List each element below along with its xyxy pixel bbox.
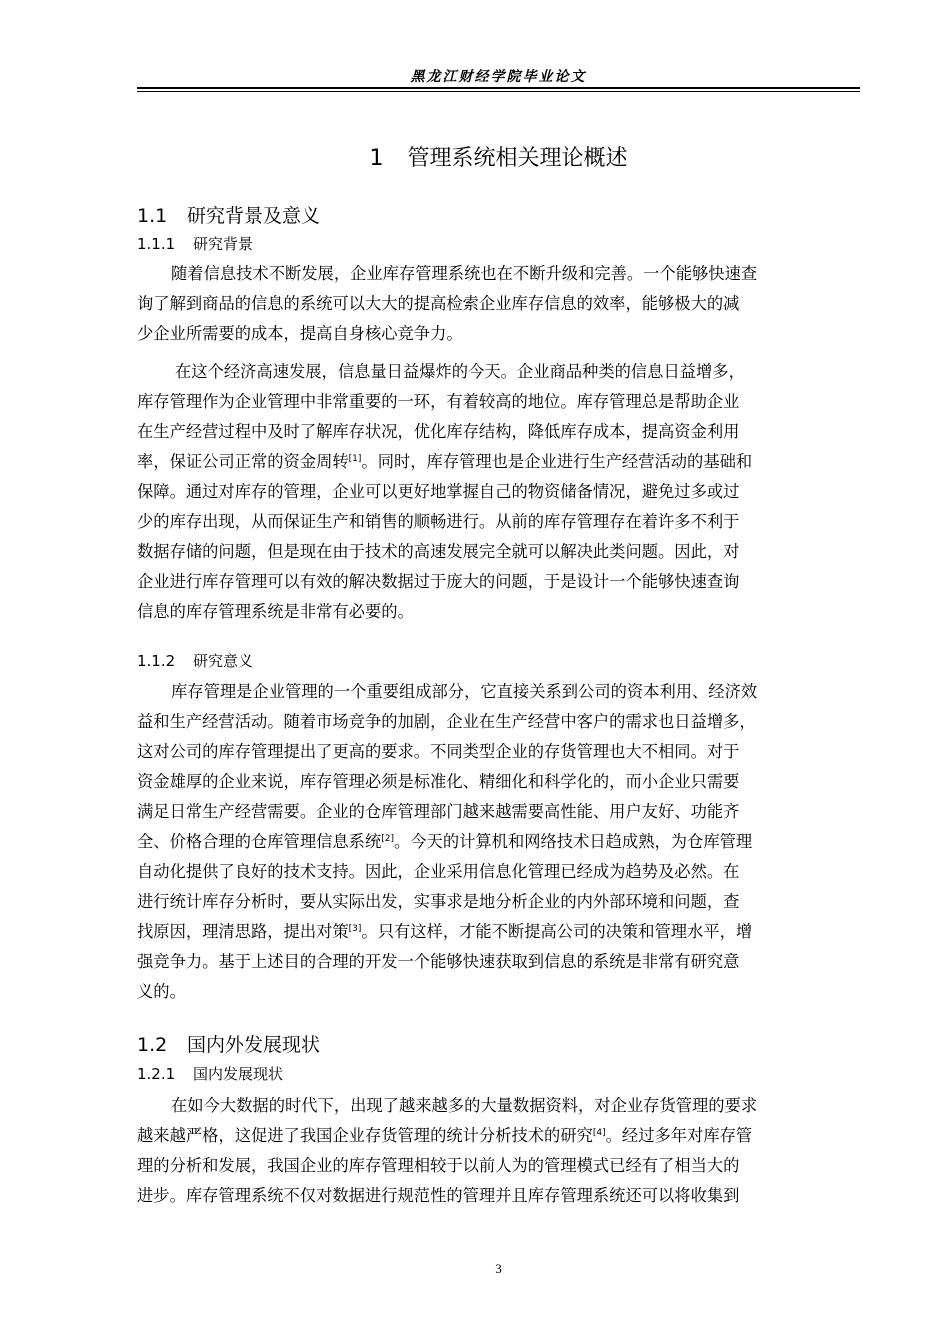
citation-ref-2: [2] (381, 834, 394, 844)
text-segment: 。只有这样，才能不断提高公司的决策和管理水平，增 (361, 922, 753, 941)
chapter-title (137, 141, 860, 172)
text-line: 库存管理作为企业管理中非常重要的一环，有着较高的地位。库存管理总是帮助企业 (137, 392, 740, 411)
section-number: 1.1.1 (137, 235, 176, 253)
text-line: 少的库存出现，从而保证生产和销售的顺畅进行。从前的库存管理存在着许多不利于 (137, 512, 740, 531)
page-number: 3 (495, 1261, 502, 1276)
text-line: 强竞争力。基于上述目的合理的开发一个能够快速获取到信息的系统是非常有研究意 (137, 952, 740, 971)
citation-ref-3: [3] (348, 924, 362, 934)
section-heading-1-1 (137, 201, 320, 228)
text-line: 库存管理是企业管理的一个重要组成部分，它直接关系到公司的资本利用、经济效 (171, 682, 758, 701)
section-number: 1.1.2 (137, 652, 176, 670)
section-title: 研究背景及意义 (187, 205, 321, 227)
text-line (137, 1121, 860, 1151)
text-line: 理的分析和发展，我国企业的库存管理相较于以前人为的管理模式已经有了相当大的 (137, 1156, 740, 1175)
paragraph-research-significance (137, 677, 860, 1007)
text-line: 信息的库存管理系统是非常有必要的。 (137, 602, 414, 621)
text-segment: 。经过多年对库存管 (605, 1126, 753, 1145)
header-rule-thin (137, 91, 860, 92)
text-segment: 。今天的计算机和网络技术日趋成熟，为仓库管理 (393, 832, 753, 851)
running-header: 黑龙江财经学院毕业论文 (410, 69, 587, 85)
text-line: 数据存储的问题，但是现在由于技术的高速发展完全就可以解决此类问题。因此，对 (137, 542, 740, 561)
section-number: 1.2.1 (137, 1065, 176, 1083)
text-line: 进步。库存管理系统不仅对数据进行规范性的管理并且库存管理系统还可以将收集到 (137, 1186, 740, 1205)
paragraph-research-background-2 (137, 357, 860, 627)
text-line: 随着信息技术不断发展，企业库存管理系统也在不断升级和完善。一个能够快速查 (171, 264, 758, 283)
citation-ref-1: [1] (348, 454, 362, 464)
section-heading-1-2-1 (137, 1063, 283, 1084)
text-segment: 率，保证公司正常的资金周转 (137, 452, 349, 471)
text-line: 资金雄厚的企业来说，库存管理必须是标准化、精细化和科学化的，而小企业只需要 (137, 772, 740, 791)
text-segment: 。同时，库存管理也是企业进行生产经营活动的基础和 (361, 452, 753, 471)
text-line: 在这个经济高速发展，信息量日益爆炸的今天。企业商品种类的信息日益增多， (175, 362, 745, 381)
section-title: 研究意义 (193, 652, 254, 670)
text-line: 少企业所需要的成本，提高自身核心竞争力。 (137, 324, 463, 343)
paragraph-research-background-1 (137, 259, 860, 349)
text-line: 进行统计库存分析时，要从实际出发，实事求是地分析企业的内外部环境和问题，查 (137, 892, 740, 911)
section-number: 1.2 (137, 1034, 168, 1056)
text-line: 在如今大数据的时代下，出现了越来越多的大量数据资料，对企业存货管理的要求 (171, 1096, 758, 1115)
citation-ref-4: [4] (592, 1128, 606, 1138)
section-heading-1-1-1 (137, 233, 253, 254)
text-line (137, 827, 860, 857)
text-line: 满足日常生产经营需要。企业的仓库管理部门越来越需要高性能、用户友好、功能齐 (137, 802, 740, 821)
text-line (137, 447, 860, 477)
text-line: 义的。 (137, 982, 186, 1001)
text-segment: 全、价格合理的仓库管理信息系统 (137, 832, 382, 851)
text-line: 企业进行库存管理可以有效的解决数据过于庞大的问题，于是设计一个能够快速查询 (137, 572, 740, 591)
text-line: 询了解到商品的信息的系统可以大大的提高检索企业库存信息的效率，能够极大的减 (137, 294, 740, 313)
chapter-title-text: 管理系统相关理论概述 (407, 146, 628, 171)
text-segment: 越来越严格，这促进了我国企业存货管理的统计分析技术的研究 (137, 1126, 593, 1145)
chapter-number: 1 (369, 146, 384, 171)
section-title: 研究背景 (193, 235, 254, 253)
text-line: 这对公司的库存管理提出了更高的要求。不同类型企业的存货管理也大不相同。对于 (137, 742, 740, 761)
paragraph-domestic-status (137, 1091, 860, 1211)
text-line: 自动化提供了良好的技术支持。因此，企业采用信息化管理已经成为趋势及必然。在 (137, 862, 740, 881)
section-heading-1-2 (137, 1030, 320, 1057)
text-line: 在生产经营过程中及时了解库存状况，优化库存结构，降低库存成本，提高资金利用 (137, 422, 740, 441)
section-title: 国内外发展现状 (187, 1034, 321, 1056)
text-line: 保障。通过对库存的管理，企业可以更好地掌握自己的物资储备情况，避免过多或过 (137, 482, 740, 501)
text-line: 益和生产经营活动。随着市场竞争的加剧，企业在生产经营中客户的需求也日益增多， (137, 712, 756, 731)
section-title: 国内发展现状 (193, 1065, 284, 1083)
header-rule-thick (137, 87, 860, 89)
text-line (137, 917, 860, 947)
section-heading-1-1-2 (137, 650, 253, 671)
section-number: 1.1 (137, 205, 168, 227)
text-segment: 找原因，理清思路，提出对策 (137, 922, 349, 941)
